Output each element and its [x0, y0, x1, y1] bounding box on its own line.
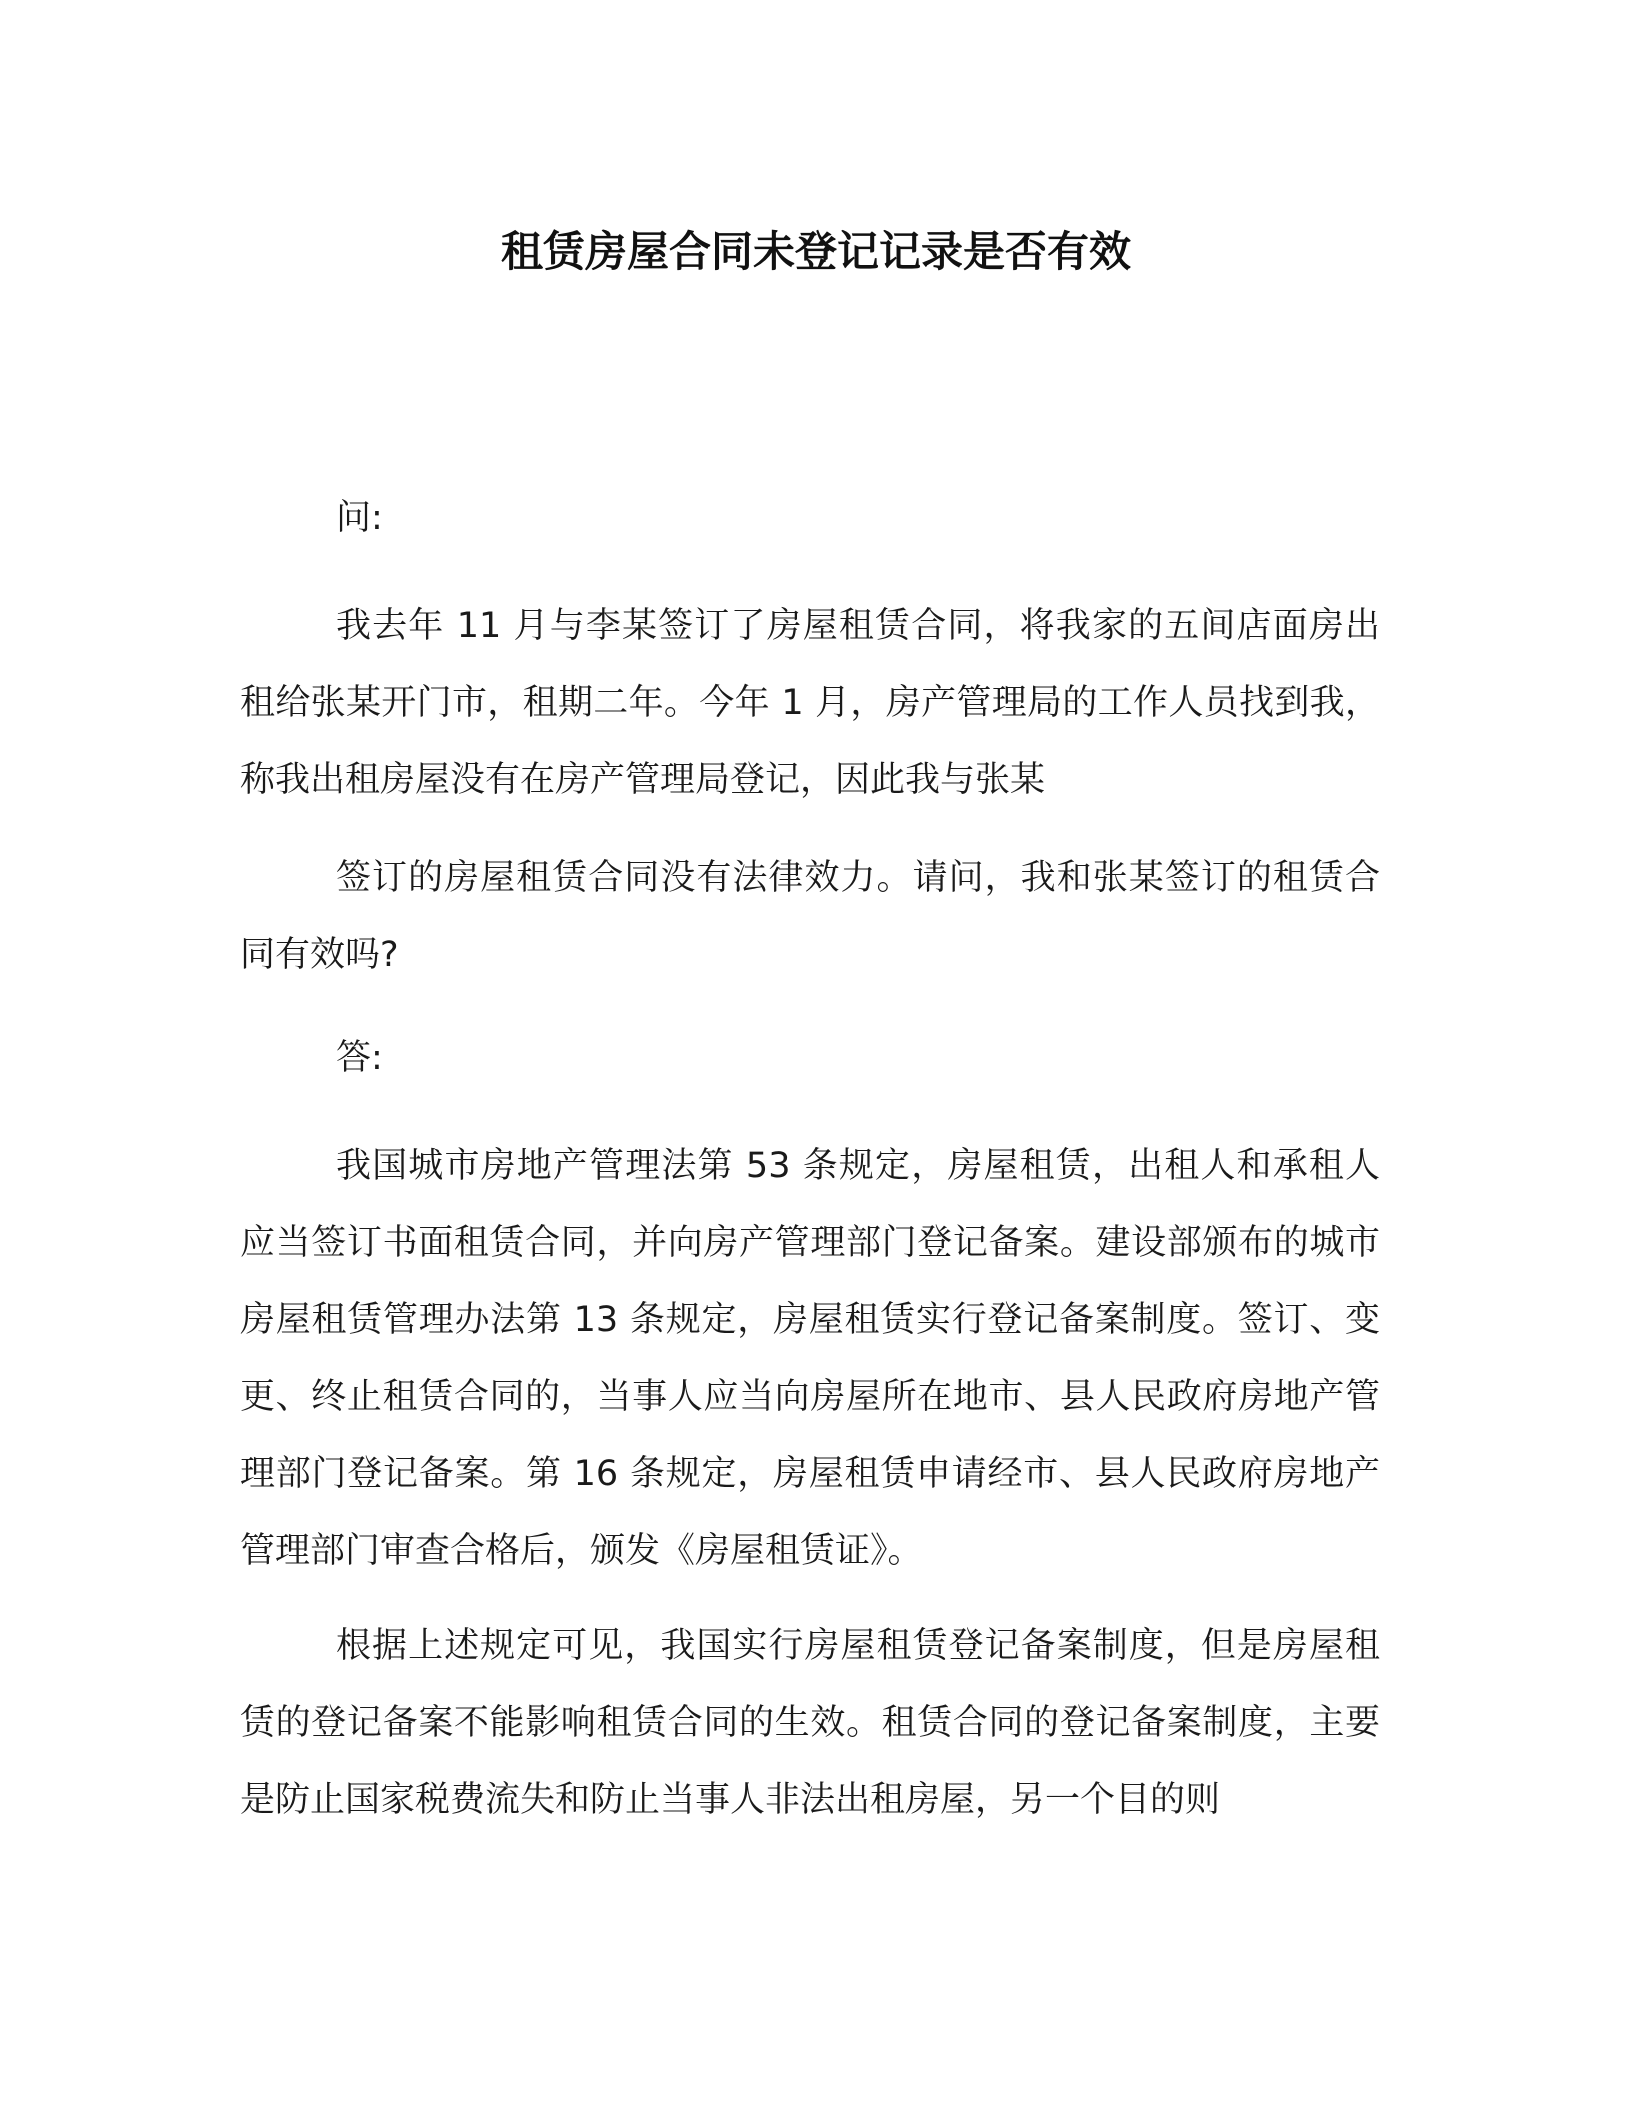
answer-label: 答:	[336, 1038, 383, 1078]
answer-paragraph-2: 根据上述规定可见，我国实行房屋租赁登记备案制度，但是房屋租赁的登记备案不能影响租赁合同的生效。租赁合同的登记备案制度，主要是防止国家税费流失和防止当事人非法出租房屋，另一个目的则	[240, 1626, 1380, 1820]
question-paragraph-2: 签订的房屋租赁合同没有法律效力。请问，我和张某签订的租赁合同有效吗?	[240, 858, 1380, 975]
document-title: 租赁房屋合同未登记记录是否有效	[500, 227, 1131, 276]
question-label: 问:	[336, 498, 383, 538]
question-paragraph-1: 我去年 11 月与李某签订了房屋租赁合同，将我家的五间店面房出租给张某开门市，租期二年。今年 1 月，房产管理局的工作人员找到我，称我出租房屋没有在房产管理局登记，因此我与张某	[240, 606, 1380, 800]
answer-paragraph-1: 我国城市房地产管理法第 53 条规定，房屋租赁，出租人和承租人应当签订书面租赁合同，并向房产管理部门登记备案。建设部颁布的城市房屋租赁管理办法第 13 条规定，房屋租赁实行登记备案制度。签订、变更、终止租赁合同的，当事人应当向房屋所在地市、县人民政府房地产管理部门登记备案。第 16 条规定，房屋租赁申请经市、县人民政府房地产管理部门审查合格后，颁发《房屋租赁证》。	[240, 1146, 1380, 1571]
